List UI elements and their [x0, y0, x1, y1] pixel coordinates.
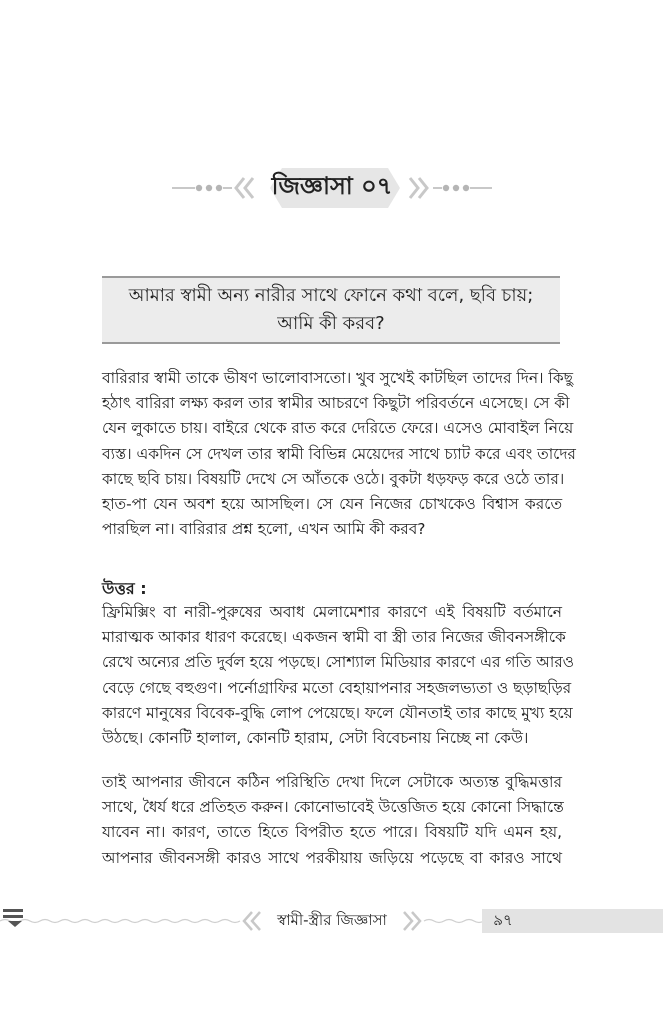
question-line: আমার স্বামী অন্য নারীর সাথে ফোনে কথা বলে, ছবি চায়; [128, 285, 534, 306]
answer-paragraph-1 [102, 600, 574, 751]
text-line: যেন লুকাতে চায়। বাইরে থেকে রাত করে দেরিতে ফেরে। এসেও মোবাইল নিয়ে [102, 419, 574, 438]
text-line: কারণে মানুষের বিবেক-বুদ্ধি লোপ পেয়েছে। ফলে যৌনতাই তার কাছে মুখ্য হয়ে [102, 703, 573, 722]
text-line: সাথে, ধৈর্য ধরে প্রতিহত করুন। কোনোভাবেই উত্তেজিত হয়ে কোনো সিদ্ধান্তে [102, 798, 564, 817]
text-line: যাবেন না। কারণ, তাতে হিতে বিপরীত হতে পারে। বিষয়টি যদি এমন হয়, [102, 823, 562, 842]
text-line: হঠাৎ বারিরা লক্ষ্য করল তার স্বামীর আচরণে কিছুটা পরিবর্তনে এসেছে। সে কী [102, 394, 570, 413]
text-line: রেখে অন্যের প্রতি দুর্বল হয়ে পড়ছে। সোশ্যাল মিডিয়ার কারণে এর গতি আরও [102, 653, 574, 672]
text-line: পারছিল না। বারিরার প্রশ্ন হলো, এখন আমি কী করব? [102, 520, 426, 539]
text-line: হাত-পা যেন অবশ হয়ে আসছিল। সে যেন নিজের চোখকেও বিশ্বাস করতে [102, 495, 562, 514]
running-title: স্বামী-স্ত্রীর জিজ্ঞাসা [277, 910, 387, 929]
answer-heading: উত্তর : [102, 579, 147, 598]
text-line: তাই আপনার জীবনে কঠিন পরিস্থিতি দেখা দিলে সেটাকে অত্যন্ত বুদ্ধিমত্তার [102, 773, 562, 791]
answer-paragraph-2 [102, 770, 562, 871]
story-paragraph [102, 366, 576, 542]
publisher-logo-icon [0, 906, 30, 928]
text-line: ফ্রিমিক্সিং বা নারী-পুরুষের অবাধ মেলামেশার কারণে এই বিষয়টি বর্তমানে [102, 603, 562, 621]
text-line: ব্যস্ত। একদিন সে দেখল তার স্বামী বিভিন্ন মেয়েদের সাথে চ্যাট করে এবং তাদের [102, 444, 576, 463]
chapter-title: জিজ্ঞাসা ০৭ [271, 172, 393, 200]
question-box [102, 276, 560, 344]
text-line: আপনার জীবনসঙ্গী কারও সাথে পরকীয়ায় জড়িয়ে পড়েছে বা কারও সাথে [102, 848, 562, 867]
page-number: ৯৭ [493, 910, 513, 929]
text-line: বারিরার স্বামী তাকে ভীষণ ভালোবাসতো। খুব সুখেই কাটছিল তাদের দিন। কিছু [102, 369, 573, 387]
question-line: আমি কী করব? [277, 313, 385, 334]
text-line: কাছে ছবি চায়। বিষয়টি দেখে সে আঁতকে ওঠে। বুকটা ধড়ফড় করে ওঠে তার। [102, 469, 565, 488]
text-line: বেড়ে গেছে বহুগুণ। পর্নোগ্রাফির মতো বেহায়াপনার সহজলভ্যতা ও ছড়াছড়ির [102, 678, 572, 697]
chapter-header [0, 166, 663, 210]
text-line: উঠছে। কোনটি হালাল, কোনটি হারাম, সেটা বিবেচনায় নিচ্ছে না কেউ। [102, 729, 529, 748]
text-line: মারাত্মক আকার ধারণ করেছে। একজন স্বামী বা স্ত্রী তার নিজের জীবনসঙ্গীকে [102, 628, 566, 647]
page-footer [0, 906, 663, 936]
